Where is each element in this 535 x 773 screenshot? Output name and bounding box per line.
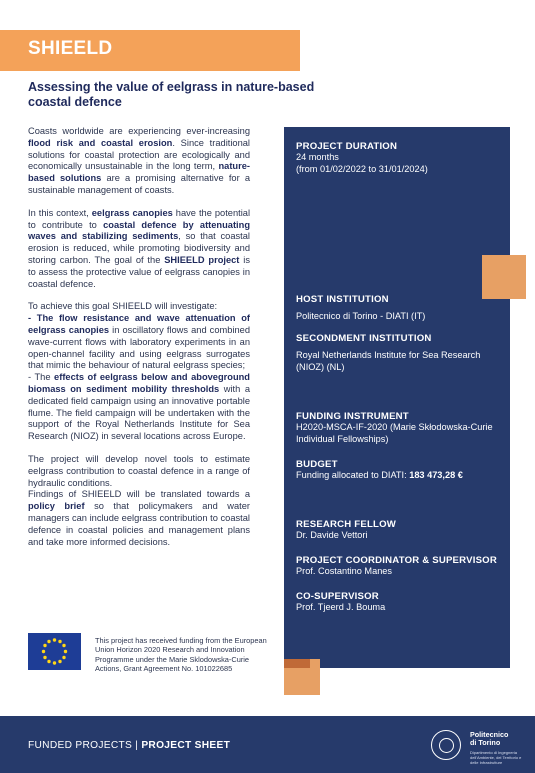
fellow-block xyxy=(296,519,501,542)
cosupervisor-block xyxy=(296,591,501,614)
cosupervisor-heading: CO-SUPERVISOR xyxy=(296,591,379,602)
budget-amount: 183 473,28 € xyxy=(409,470,463,480)
paragraph-investigate-intro: To achieve this goal SHIEELD will investigate: xyxy=(28,301,218,312)
eu-flag-icon xyxy=(28,633,81,670)
body-text xyxy=(28,126,250,559)
paragraph-context: In this context, eelgrass canopies have the potential to contribute to coastal defence by attenuating waves and stabilizing sediments, so that coastal erosion is reduced, while promoting biodiversity and storing carbon. The goal of the SHIEELD project is to assess the protective value of eelgrass canopies in coastal defence. xyxy=(28,207,251,289)
accent-square-overlap xyxy=(284,659,310,668)
host-value: Politecnico di Torino - DIATI (IT) xyxy=(296,311,426,321)
funding-heading: FUNDING INSTRUMENT xyxy=(296,411,409,422)
host-block xyxy=(296,294,501,323)
coordinator-block xyxy=(296,555,501,578)
eu-stars xyxy=(28,633,81,670)
paragraph-intro: Coasts worldwide are experiencing ever-increasing flood risk and coastal erosion. Since traditional solutions for coastal protection are ecologically and economically unsustainable in the long term, nature-based solutions are a promising alternative for a sustainable management of coasts. xyxy=(28,126,250,195)
fellow-heading: RESEARCH FELLOW xyxy=(296,519,397,530)
polito-seal-icon xyxy=(431,730,461,760)
budget-block xyxy=(296,459,501,482)
duration-heading: PROJECT DURATION xyxy=(296,141,398,152)
polito-department: Dipartimento di Ingegneria dell'Ambiente, del Territorio e delle Infrastrutture xyxy=(470,750,522,765)
duration-block xyxy=(296,141,501,176)
budget-value: Funding allocated to DIATI: 183 473,28 € xyxy=(296,470,463,480)
coordinator-value: Prof. Costantino Manes xyxy=(296,566,393,576)
funding-block xyxy=(296,411,501,446)
secondment-value: Royal Netherlands Institute for Sea Research (NIOZ) (NL) xyxy=(296,350,481,372)
eu-funding-text: This project has received funding from the European Union Horizon 2020 Research and Innovation Programme under the Marie Sklodowska-Curie Actions, Grant Agreement No. 101022685 xyxy=(95,636,267,674)
bullet-sediment-mobility: - The effects of eelgrass below and aboveground biomass on sediment mobility thresholds with a dedicated field campaign using an innovative portable flume. The field campaign will be undertaken with the support of the Royal Netherlands Institute for Sea Research (NIOZ) in several locations across Europe. xyxy=(28,372,250,442)
cosupervisor-value: Prof. Tjeerd J. Bouma xyxy=(296,602,386,612)
accent-square-top xyxy=(482,255,526,299)
secondment-heading: SECONDMENT INSTITUTION xyxy=(296,333,432,344)
secondment-block xyxy=(296,333,501,374)
page-subtitle: Assessing the value of eelgrass in nature-based coastal defence xyxy=(28,80,315,109)
duration-dates: (from 01/02/2022 to 31/01/2024) xyxy=(296,163,428,174)
duration-months: 24 months xyxy=(296,152,339,162)
budget-heading: BUDGET xyxy=(296,459,338,470)
paragraph-findings: Findings of SHIEELD will be translated towards a policy brief so that policymakers and water managers can include eelgrass contribution to coastal defence in coastal policies and management plans and take more informed decisions. xyxy=(28,489,250,547)
host-heading: HOST INSTITUTION xyxy=(296,294,389,305)
page-title: SHIEELD xyxy=(28,38,113,59)
info-panel xyxy=(284,127,510,668)
fellow-value: Dr. Davide Vettori xyxy=(296,530,368,540)
footer-label: FUNDED PROJECTS | PROJECT SHEET xyxy=(28,740,231,751)
bullet-flow-resistance: - The flow resistance and wave attenuation of eelgrass canopies in oscillatory flows and combined wave-current flows with laboratory experiments in an open-channel facility and using eelgrass surrogates that mimic the behaviour of natural eelgrass species; xyxy=(28,313,250,371)
coordinator-heading: PROJECT COORDINATOR & SUPERVISOR xyxy=(296,555,497,566)
footer xyxy=(0,716,535,773)
paragraph-tools: The project will develop novel tools to estimate eelgrass contribution to coastal defence in a range of hydraulic conditions. xyxy=(28,453,250,488)
funding-value: H2020-MSCA-IF-2020 (Marie Skłodowska-Curie Individual Fellowships) xyxy=(296,422,493,444)
polito-logo-name: Politecnico di Torino xyxy=(470,730,509,748)
